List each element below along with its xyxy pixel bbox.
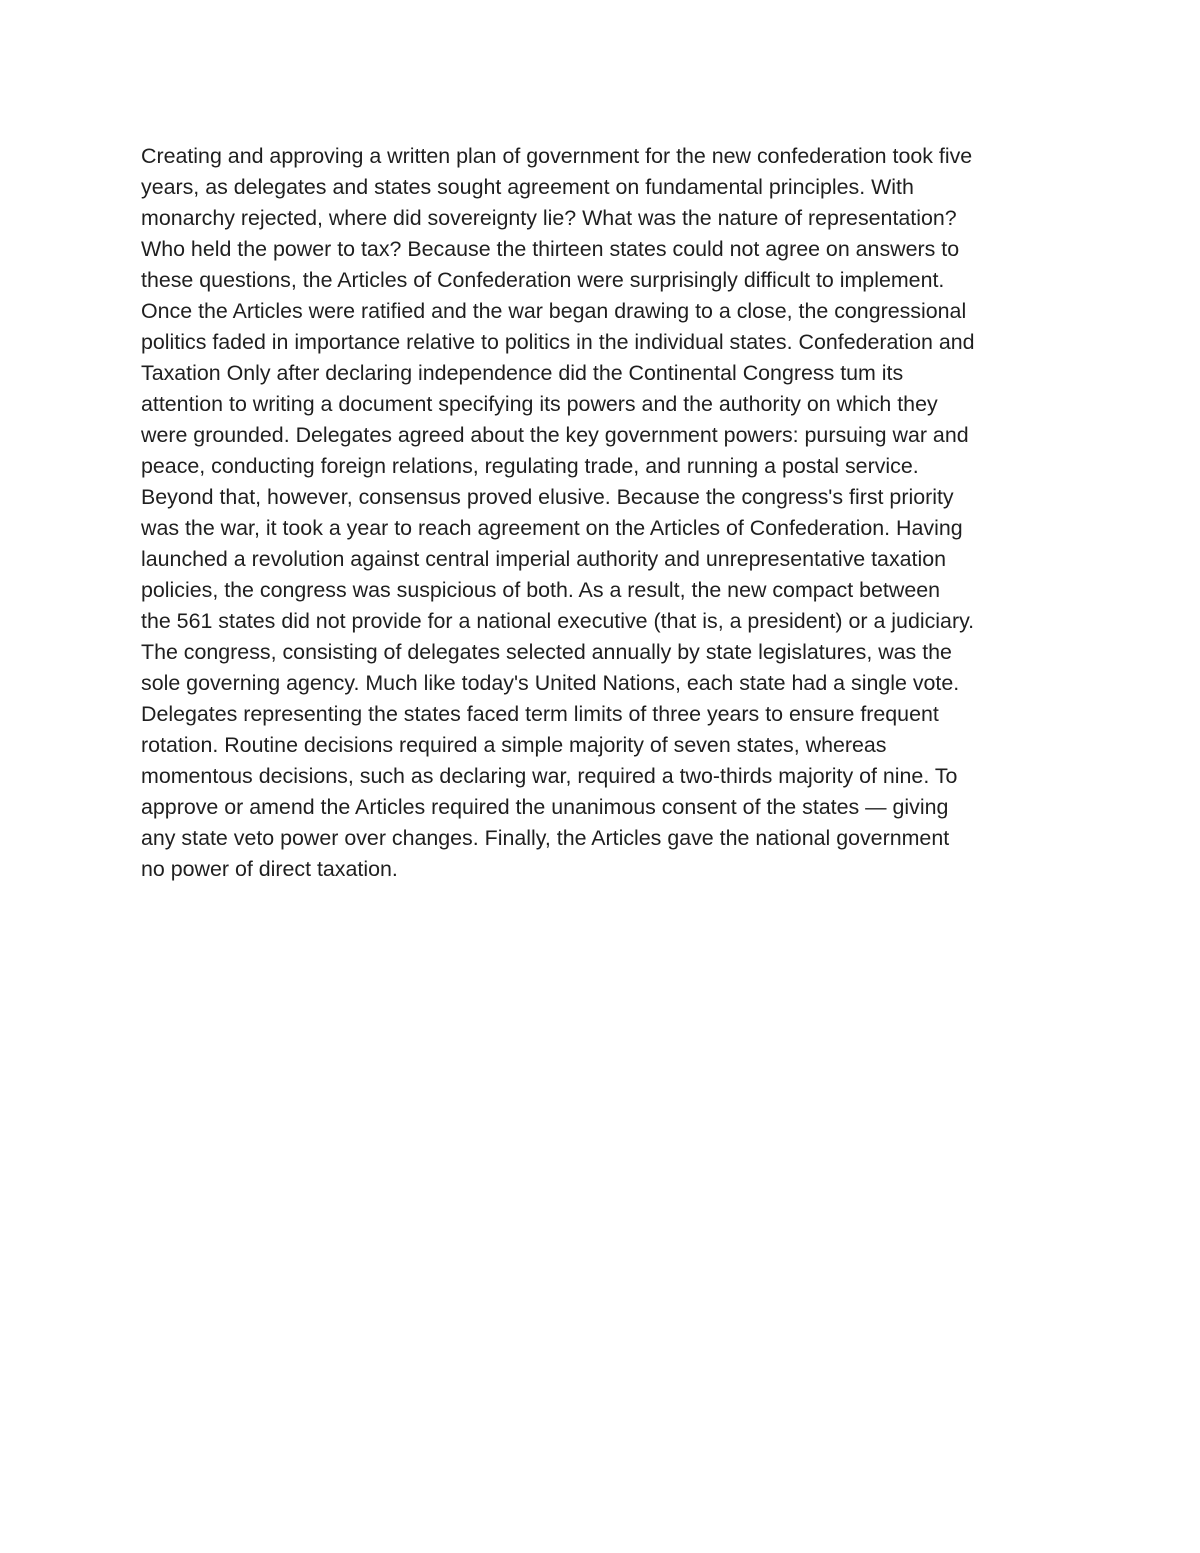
- paragraph-line: peace, conducting foreign relations, regulating trade, and running a postal service.: [141, 454, 919, 478]
- paragraph-line: monarchy rejected, where did sovereignty lie? What was the nature of representation?: [141, 206, 957, 230]
- paragraph-line: Who held the power to tax? Because the thirteen states could not agree on answers to: [141, 237, 960, 261]
- paragraph-line: politics faded in importance relative to politics in the individual states. Confederation and: [141, 330, 975, 354]
- paragraph-line: rotation. Routine decisions required a simple majority of seven states, whereas: [141, 733, 887, 757]
- paragraph-line: sole governing agency. Much like today's United Nations, each state had a single vote.: [141, 671, 960, 695]
- paragraph-line: attention to writing a document specifying its powers and the authority on which they: [141, 392, 938, 416]
- paragraph-line: Once the Articles were ratified and the war began drawing to a close, the congressional: [141, 299, 967, 323]
- paragraph-line: The congress, consisting of delegates selected annually by state legislatures, was the: [141, 640, 952, 664]
- paragraph-line: policies, the congress was suspicious of both. As a result, the new compact between: [141, 578, 941, 602]
- paragraph-line: momentous decisions, such as declaring war, required a two-thirds majority of nine. To: [141, 764, 958, 788]
- paragraph-line: no power of direct taxation.: [141, 857, 398, 881]
- paragraph-line: any state veto power over changes. Finally, the Articles gave the national government: [141, 826, 950, 850]
- paragraph-line: were grounded. Delegates agreed about the key government powers: pursuing war and: [141, 423, 969, 447]
- paragraph-line: approve or amend the Articles required the unanimous consent of the states — giving: [141, 795, 949, 819]
- paragraph-line: Delegates representing the states faced term limits of three years to ensure frequent: [141, 702, 939, 726]
- paragraph-line: the 561 states did not provide for a national executive (that is, a president) or a judiciary.: [141, 609, 975, 633]
- paragraph-line: Taxation Only after declaring independence did the Continental Congress tum its: [141, 361, 904, 385]
- paragraph-line: Beyond that, however, consensus proved elusive. Because the congress's first priority: [141, 485, 954, 509]
- paragraph-line: years, as delegates and states sought agreement on fundamental principles. With: [141, 175, 914, 199]
- body-paragraph: [141, 141, 1071, 885]
- paragraph-line: was the war, it took a year to reach agreement on the Articles of Confederation. Having: [141, 516, 963, 540]
- paragraph-line: these questions, the Articles of Confederation were surprisingly difficult to implement.: [141, 268, 945, 292]
- paragraph-line: Creating and approving a written plan of government for the new confederation took five: [141, 144, 973, 168]
- paragraph-line: launched a revolution against central imperial authority and unrepresentative taxation: [141, 547, 947, 571]
